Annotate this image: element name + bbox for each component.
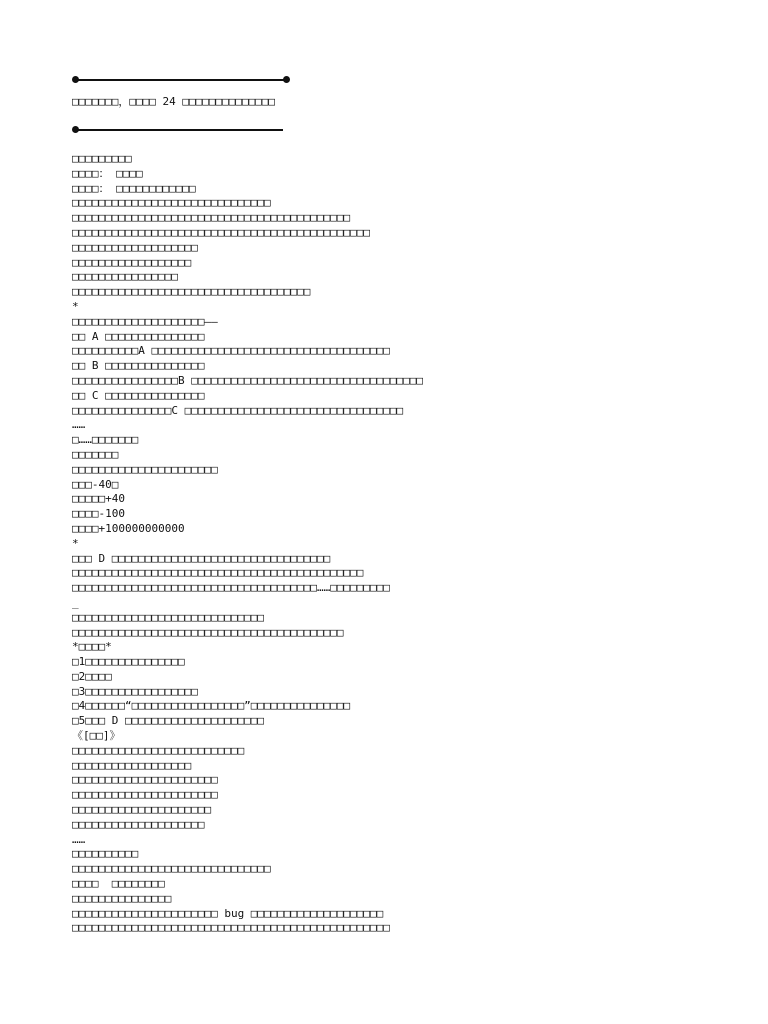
divider-bar bbox=[76, 79, 286, 81]
text-line: □□□□□□□□□□□□□□□□□□□□—— bbox=[72, 314, 218, 328]
text-line: …… bbox=[72, 832, 86, 846]
text-line: □□□□□□□□□□□□□□□□B □□□□□□□□□□□□□□□□□□□□□□□□□□□□□□□□□□□ bbox=[72, 373, 423, 387]
text-line: □□□□□□□□□□□□□□□□□□□□□□ bbox=[72, 462, 218, 476]
text-line: _ bbox=[72, 595, 79, 609]
text-line: □□□□： □□□□□□□□□□□□ bbox=[72, 181, 196, 195]
text-line: □□□ D □□□□□□□□□□□□□□□□□□□□□□□□□□□□□□□□□ bbox=[72, 551, 331, 565]
top-divider bbox=[72, 70, 712, 90]
body-text bbox=[72, 152, 712, 936]
text-line: □□□□□□□ bbox=[72, 447, 119, 461]
text-line: * bbox=[72, 536, 79, 550]
text-line: □□□□+100000000000 bbox=[72, 521, 185, 535]
text-line: *□□□□* bbox=[72, 640, 112, 654]
text-line: □□□□ □□□□□□□□ bbox=[72, 877, 165, 891]
text-line: 《[□□]》 bbox=[72, 729, 121, 743]
text-line: □□□□□□□□□□□□□□□□□□□□□□ bbox=[72, 773, 218, 787]
text-line: □3□□□□□□□□□□□□□□□□□ bbox=[72, 684, 198, 698]
text-line: □□□□□□□□□□□□□□□□□□□□□□□□□□□□□□□□□□□□□……□□□□□□□□□ bbox=[72, 581, 390, 595]
text-line: □□□□□□□□□□□□□□□□□□□□ bbox=[72, 817, 205, 831]
text-line: □□□□□□□□□□□□□□□□□□□□□□□□□□□□□□□□□□□□□□□□□□ bbox=[72, 211, 351, 225]
text-line: □□ C □□□□□□□□□□□□□□□ bbox=[72, 388, 205, 402]
text-line: □……□□□□□□□ bbox=[72, 433, 139, 447]
text-line: □□□□□□□□□□□□□□□□□□□□□□ bug □□□□□□□□□□□□□□□□□□□□ bbox=[72, 906, 384, 920]
text-line: …… bbox=[72, 418, 86, 432]
text-line: □□□□□□□□□□□□□□□□□□□□□□□□□□□□□□ bbox=[72, 862, 271, 876]
text-line: □□□□□□□□□□□□□□□□□□□□□□□□□□□□□□ bbox=[72, 196, 271, 210]
text-line: □□□□□□□□□□□□□□□□□□□ bbox=[72, 240, 198, 254]
text-line: □□□□□□□□□□ bbox=[72, 847, 139, 861]
text-line: □□□□□□□□□□□□□□□□□□□□□□ bbox=[72, 788, 218, 802]
text-line: □□□□： □□□□ bbox=[72, 166, 143, 180]
divider-dot-right bbox=[283, 76, 290, 83]
text-line: □□□□□□□□□□□□□□□□□□ bbox=[72, 758, 192, 772]
text-line: □□□□□□□□□□□□□□□□□□□□□ bbox=[72, 803, 212, 817]
heading-text: □□□□□□□，□□□□ 24 □□□□□□□□□□□□□□ bbox=[72, 95, 276, 108]
text-line: □1□□□□□□□□□□□□□□□ bbox=[72, 655, 185, 669]
text-line: □□ B □□□□□□□□□□□□□□□ bbox=[72, 359, 205, 373]
text-line: □□□□□□□□□□□□□□□□□□□□□□□□□□□□□ bbox=[72, 610, 265, 624]
text-line: □□□□□□□□□□□□□□□□ bbox=[72, 270, 178, 284]
text-line: □□ A □□□□□□□□□□□□□□□ bbox=[72, 329, 205, 343]
text-line: □□□□□□□□□□□□□□□□□□□□□□□□□□□□□□□□□□□□□□□□□ bbox=[72, 625, 344, 639]
document-page bbox=[72, 70, 712, 936]
text-line: □□□□□□□□□□□□□□□□□□□□□□□□□□□□□□□□□□□□□□□□□□□□□□□□ bbox=[72, 921, 390, 935]
text-line: □□□□□+40 bbox=[72, 492, 125, 506]
text-line: □□□□□□□□□□□□□□□ bbox=[72, 891, 172, 905]
text-line: □□□□□□□□□□□□□□□□□□□□□□□□□□□□□□□□□□□□□□□□□□□□□ bbox=[72, 225, 371, 239]
text-line: □□□□-100 bbox=[72, 507, 125, 521]
text-line: □□□□□□□□□□□□□□□□□□□□□□□□□□□□□□□□□□□□ bbox=[72, 285, 311, 299]
second-divider bbox=[72, 120, 712, 140]
text-line: □□□□□□□□□□A □□□□□□□□□□□□□□□□□□□□□□□□□□□□□□□□□□□□ bbox=[72, 344, 390, 358]
text-line: □□□□□□□□□ bbox=[72, 152, 132, 165]
text-line: □□□□□□□□□□□□□□□□□□□□□□□□□□ bbox=[72, 743, 245, 757]
text-line: □□□□□□□□□□□□□□□□□□ bbox=[72, 255, 192, 269]
text-line: □4□□□□□□“□□□□□□□□□□□□□□□□□”□□□□□□□□□□□□□□□ bbox=[72, 699, 351, 713]
text-line: □□□-40□ bbox=[72, 477, 119, 491]
divider-bar bbox=[76, 129, 283, 131]
text-line: □5□□□ D □□□□□□□□□□□□□□□□□□□□□ bbox=[72, 714, 265, 728]
text-line: □2□□□□ bbox=[72, 669, 112, 683]
text-line: □□□□□□□□□□□□□□□C □□□□□□□□□□□□□□□□□□□□□□□□□□□□□□□□□ bbox=[72, 403, 404, 417]
text-line: □□□□□□□□□□□□□□□□□□□□□□□□□□□□□□□□□□□□□□□□□□□□ bbox=[72, 566, 364, 580]
text-line: * bbox=[72, 299, 79, 313]
